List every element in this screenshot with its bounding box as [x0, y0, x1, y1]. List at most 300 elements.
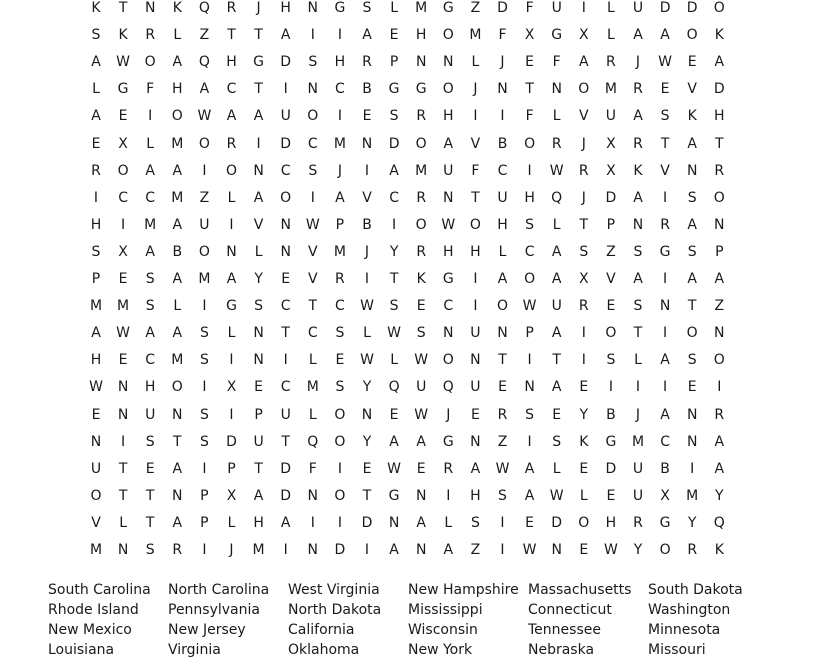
grid-letter: W: [387, 325, 402, 342]
grid-letter: T: [118, 0, 128, 16]
word-list-item: New Hampshire: [408, 582, 519, 598]
grid-letter: B: [497, 135, 508, 152]
grid-letter: A: [253, 189, 264, 206]
grid-letter: O: [713, 0, 725, 16]
grid-letter: T: [254, 460, 263, 477]
grid-letter: A: [497, 271, 508, 287]
word-list-item: New Mexico: [48, 622, 132, 638]
grid-letter: N: [280, 243, 291, 260]
grid-letter: A: [226, 108, 237, 125]
grid-letter: A: [687, 271, 697, 287]
grid-letter: N: [443, 325, 454, 342]
grid-letter: R: [145, 27, 156, 44]
grid-letter: R: [172, 542, 183, 558]
grid-letter: N: [551, 542, 562, 558]
grid-letter: I: [500, 514, 505, 531]
grid-letter: D: [361, 514, 373, 531]
grid-letter: S: [199, 352, 209, 369]
grid-letter: H: [497, 216, 508, 233]
grid-letter: I: [364, 271, 370, 287]
grid-letter: S: [199, 433, 209, 450]
grid-letter: W: [441, 216, 456, 233]
grid-letter: S: [498, 487, 507, 504]
grid-letter: N: [172, 406, 183, 423]
grid-letter: V: [687, 81, 697, 98]
grid-letter: W: [197, 108, 212, 125]
grid-letter: L: [254, 243, 263, 260]
grid-letter: N: [524, 379, 535, 396]
grid-letter: W: [116, 325, 131, 342]
grid-letter: O: [524, 271, 536, 287]
grid-letter: J: [581, 135, 586, 152]
grid-letter: U: [253, 433, 264, 450]
grid-letter: Q: [551, 189, 563, 206]
word-list-item: Virginia: [168, 642, 221, 658]
grid-letter: O: [225, 162, 238, 179]
grid-letter: R: [578, 298, 589, 315]
grid-letter: B: [362, 216, 372, 233]
grid-letter: N: [117, 542, 129, 558]
grid-letter: S: [389, 108, 399, 125]
word-list-item: New Jersey: [168, 622, 246, 638]
grid-letter: A: [633, 27, 643, 44]
grid-letter: U: [470, 325, 481, 342]
grid-letter: G: [442, 0, 454, 16]
grid-letter: G: [388, 81, 400, 98]
grid-letter: U: [632, 487, 644, 504]
grid-letter: Q: [442, 379, 454, 396]
grid-letter: O: [686, 27, 698, 44]
word-list-item: Washington: [648, 602, 731, 618]
grid-letter: N: [443, 54, 454, 71]
grid-letter: G: [253, 54, 265, 71]
grid-letter: N: [470, 352, 481, 369]
grid-letter: V: [308, 271, 318, 287]
grid-letter: H: [415, 27, 427, 44]
grid-letter: N: [714, 216, 725, 233]
grid-letter: T: [687, 298, 697, 315]
grid-letter: N: [632, 216, 644, 233]
grid-letter: N: [686, 162, 698, 179]
grid-letter: A: [660, 27, 670, 44]
word-list-item: Nebraska: [528, 642, 595, 658]
grid-letter: M: [144, 216, 157, 233]
grid-letter: T: [173, 433, 182, 450]
grid-letter: A: [714, 271, 725, 287]
grid-letter: M: [415, 0, 428, 16]
grid-letter: I: [229, 216, 234, 233]
grid-letter: E: [254, 379, 264, 396]
grid-letter: L: [552, 108, 561, 125]
grid-letter: N: [307, 81, 319, 98]
grid-letter: M: [306, 379, 319, 396]
grid-letter: O: [524, 135, 536, 152]
grid-letter: A: [389, 542, 399, 558]
grid-letter: P: [606, 216, 616, 233]
grid-letter: F: [498, 27, 507, 44]
grid-letter: A: [172, 271, 183, 287]
grid-letter: D: [388, 135, 400, 152]
grid-letter: C: [307, 325, 318, 342]
grid-letter: X: [579, 27, 589, 44]
grid-letter: N: [253, 325, 264, 342]
grid-letter: F: [471, 162, 480, 179]
grid-letter: Z: [497, 433, 508, 450]
grid-letter: O: [334, 433, 346, 450]
grid-letter: P: [200, 487, 209, 504]
grid-letter: A: [280, 27, 291, 44]
grid-letter: V: [253, 216, 264, 233]
grid-letter: X: [606, 162, 616, 179]
grid-letter: K: [714, 542, 724, 558]
grid-letter: A: [416, 514, 426, 531]
grid-letter: N: [686, 433, 698, 450]
grid-letter: U: [551, 298, 562, 315]
grid-letter: L: [634, 352, 642, 369]
grid-letter: H: [443, 243, 454, 260]
word-list-item: Connecticut: [528, 602, 612, 618]
grid-letter: B: [172, 243, 183, 260]
grid-letter: R: [335, 271, 345, 287]
grid-letter: U: [605, 108, 617, 125]
grid-letter: V: [91, 514, 101, 531]
grid-letter: A: [470, 460, 481, 477]
grid-letter: T: [471, 189, 480, 206]
grid-letter: W: [522, 542, 537, 558]
grid-letter: M: [333, 135, 346, 152]
grid-letter: E: [335, 352, 345, 369]
grid-letter: N: [307, 542, 319, 558]
grid-letter: C: [524, 243, 535, 260]
grid-letter: D: [659, 0, 671, 16]
grid-letter: I: [93, 189, 99, 206]
grid-letter: N: [470, 433, 481, 450]
grid-letter: I: [202, 162, 207, 179]
grid-letter: L: [471, 54, 480, 71]
grid-letter: D: [686, 0, 698, 16]
grid-letter: Z: [470, 542, 481, 558]
grid-letter: J: [635, 406, 641, 423]
grid-letter: R: [416, 243, 427, 260]
grid-letter: W: [549, 487, 564, 504]
grid-letter: I: [500, 108, 505, 125]
grid-letter: H: [714, 108, 725, 125]
grid-letter: M: [604, 81, 617, 98]
grid-letter: O: [144, 54, 156, 71]
grid-letter: B: [362, 81, 372, 98]
grid-letter: T: [145, 514, 155, 531]
grid-letter: N: [144, 0, 156, 16]
grid-letter: S: [91, 243, 101, 260]
grid-letter: E: [362, 460, 372, 477]
grid-letter: G: [605, 433, 617, 450]
grid-letter: O: [334, 406, 346, 423]
grid-letter: L: [146, 135, 155, 152]
grid-letter: T: [498, 352, 507, 369]
grid-letter: E: [579, 460, 589, 477]
grid-letter: I: [310, 189, 315, 206]
word-list: [0, 580, 816, 660]
grid-letter: D: [280, 54, 292, 71]
grid-letter: I: [581, 352, 586, 369]
grid-letter: S: [687, 189, 697, 206]
grid-letter: G: [659, 243, 671, 260]
grid-letter: N: [551, 81, 562, 98]
grid-letter: E: [281, 271, 291, 287]
grid-letter: C: [335, 81, 345, 98]
grid-letter: I: [527, 352, 532, 369]
grid-letter: U: [443, 162, 454, 179]
word-list-item: Pennsylvania: [168, 602, 260, 618]
grid-letter: Z: [470, 0, 481, 16]
grid-letter: S: [362, 0, 372, 16]
grid-letter: S: [687, 352, 697, 369]
grid-letter: N: [714, 325, 725, 342]
grid-letter: T: [579, 216, 589, 233]
grid-letter: S: [145, 298, 155, 315]
grid-letter: U: [551, 0, 562, 16]
grid-letter: G: [442, 271, 454, 287]
grid-letter: A: [91, 108, 101, 125]
grid-letter: S: [633, 243, 643, 260]
grid-letter: A: [443, 542, 454, 558]
grid-letter: G: [334, 0, 346, 16]
grid-letter: J: [500, 54, 505, 71]
grid-letter: A: [443, 135, 454, 152]
grid-letter: R: [443, 460, 454, 477]
grid-letter: I: [717, 379, 722, 396]
word-list-item: Louisiana: [48, 642, 115, 658]
grid-letter: I: [663, 379, 668, 396]
grid-letter: F: [525, 0, 534, 16]
grid-letter: P: [335, 216, 345, 233]
grid-letter: C: [280, 379, 291, 396]
grid-letter: I: [202, 542, 207, 558]
grid-letter: Y: [362, 379, 372, 396]
grid-letter: L: [227, 514, 236, 531]
grid-letter: H: [226, 54, 237, 71]
grid-letter: M: [333, 243, 346, 260]
grid-letter: T: [254, 27, 263, 44]
grid-letter: Y: [579, 406, 589, 423]
grid-letter: E: [118, 271, 128, 287]
grid-letter: I: [202, 379, 207, 396]
grid-letter: A: [551, 271, 562, 287]
grid-letter: I: [337, 108, 342, 125]
grid-letter: V: [362, 189, 372, 206]
grid-letter: X: [660, 487, 670, 504]
grid-letter: Y: [633, 542, 643, 558]
grid-letter: X: [606, 135, 616, 152]
grid-letter: H: [280, 0, 291, 16]
grid-letter: E: [416, 460, 426, 477]
grid-letter: M: [252, 542, 265, 558]
grid-letter: G: [415, 81, 427, 98]
grid-letter: A: [172, 460, 183, 477]
grid-letter: Z: [199, 189, 210, 206]
grid-letter: A: [172, 216, 183, 233]
grid-letter: J: [256, 0, 261, 16]
grid-letter: T: [281, 325, 290, 342]
grid-letter: S: [416, 325, 426, 342]
grid-letter: K: [687, 108, 697, 125]
grid-letter: R: [91, 162, 101, 179]
grid-letter: L: [119, 514, 127, 531]
grid-letter: L: [552, 460, 561, 477]
grid-letter: J: [364, 243, 370, 260]
grid-letter: E: [606, 487, 616, 504]
grid-letter: H: [605, 514, 617, 531]
grid-letter: A: [226, 271, 237, 287]
grid-letter: L: [173, 298, 182, 315]
grid-letter: T: [281, 433, 290, 450]
grid-letter: K: [118, 27, 128, 44]
grid-letter: S: [633, 298, 643, 315]
grid-letter: L: [390, 352, 398, 369]
grid-letter: M: [198, 271, 211, 287]
grid-letter: L: [92, 81, 100, 98]
grid-letter: E: [362, 108, 372, 125]
grid-letter: I: [229, 352, 234, 369]
grid-letter: M: [686, 487, 699, 504]
grid-letter: C: [280, 162, 291, 179]
grid-letter: A: [172, 162, 183, 179]
grid-letter: U: [632, 0, 644, 16]
grid-letter: S: [525, 406, 535, 423]
grid-letter: L: [498, 243, 507, 260]
grid-letter: U: [90, 460, 102, 477]
grid-letter: C: [145, 352, 156, 369]
grid-letter: T: [552, 352, 561, 369]
grid-letter: L: [308, 406, 317, 423]
grid-letter: X: [226, 379, 237, 396]
grid-letter: R: [551, 135, 562, 152]
grid-letter: Y: [254, 271, 263, 287]
grid-letter: V: [660, 162, 670, 179]
grid-letter: E: [145, 460, 155, 477]
grid-letter: U: [199, 216, 210, 233]
grid-letter: R: [362, 54, 372, 71]
grid-letter: Q: [198, 0, 210, 16]
grid-letter: M: [631, 433, 645, 450]
grid-letter: Z: [606, 243, 616, 260]
grid-letter: I: [310, 514, 315, 531]
grid-letter: Y: [715, 487, 724, 504]
grid-letter: G: [117, 81, 129, 98]
grid-letter: I: [202, 298, 207, 315]
grid-letter: H: [90, 216, 102, 233]
grid-letter: P: [200, 514, 209, 531]
grid-letter: N: [443, 189, 454, 206]
grid-letter: N: [415, 487, 427, 504]
grid-letter: S: [525, 216, 535, 233]
grid-letter: P: [254, 406, 263, 423]
grid-letter: A: [335, 189, 345, 206]
grid-letter: A: [145, 162, 155, 179]
grid-letter: N: [90, 433, 102, 450]
word-list-item: Rhode Island: [48, 602, 139, 618]
grid-letter: E: [389, 27, 399, 44]
grid-letter: D: [280, 460, 292, 477]
grid-letter: J: [229, 542, 234, 558]
word-list-item: West Virginia: [288, 582, 380, 598]
grid-letter: W: [414, 352, 429, 369]
grid-letter: Q: [388, 379, 400, 396]
grid-letter: A: [416, 433, 426, 450]
grid-letter: R: [633, 514, 643, 531]
grid-letter: G: [442, 433, 454, 450]
grid-letter: S: [145, 271, 155, 287]
grid-letter: R: [226, 135, 237, 152]
grid-letter: P: [227, 460, 236, 477]
grid-letter: M: [171, 189, 184, 206]
grid-letter: A: [660, 406, 670, 423]
grid-letter: J: [446, 406, 451, 423]
grid-letter: Z: [714, 298, 725, 315]
grid-letter: A: [253, 108, 264, 125]
grid-letter: W: [522, 298, 537, 315]
word-list-item: California: [288, 622, 355, 638]
grid-letter: O: [307, 108, 319, 125]
grid-letter: N: [253, 352, 264, 369]
grid-letter: I: [364, 162, 370, 179]
grid-letter: R: [497, 406, 508, 423]
word-list-item: Mississippi: [408, 602, 483, 618]
grid-letter: I: [608, 379, 613, 396]
grid-letter: T: [308, 298, 318, 315]
grid-letter: A: [714, 54, 725, 71]
grid-letter: U: [280, 108, 291, 125]
grid-letter: I: [446, 487, 451, 504]
grid-letter: I: [392, 216, 397, 233]
grid-letter: H: [470, 487, 481, 504]
grid-letter: I: [121, 216, 126, 233]
grid-letter: D: [551, 514, 563, 531]
grid-letter: O: [605, 325, 617, 342]
word-list-item: South Carolina: [48, 582, 151, 598]
grid-letter: A: [579, 54, 589, 71]
grid-letter: H: [172, 81, 183, 98]
grid-letter: R: [714, 406, 725, 423]
grid-letter: R: [416, 189, 427, 206]
grid-letter: I: [283, 81, 288, 98]
grid-letter: I: [283, 542, 288, 558]
grid-letter: N: [253, 162, 264, 179]
grid-letter: C: [118, 189, 128, 206]
grid-letter: E: [687, 379, 697, 396]
grid-letter: W: [387, 460, 402, 477]
grid-letter: N: [117, 379, 129, 396]
grid-letter: D: [280, 487, 292, 504]
grid-letter: O: [280, 189, 292, 206]
grid-letter: S: [199, 325, 209, 342]
grid-letter: L: [390, 0, 398, 16]
grid-letter: N: [415, 542, 427, 558]
grid-letter: I: [364, 542, 370, 558]
grid-letter: F: [552, 54, 561, 71]
grid-letter: H: [443, 108, 454, 125]
grid-letter: I: [337, 460, 342, 477]
grid-letter: A: [145, 325, 155, 342]
grid-letter: O: [686, 325, 698, 342]
grid-letter: U: [145, 406, 156, 423]
grid-letter: H: [90, 352, 102, 369]
grid-letter: X: [226, 487, 237, 504]
grid-letter: X: [579, 271, 589, 287]
grid-letter: A: [91, 54, 101, 71]
grid-letter: E: [660, 81, 670, 98]
grid-letter: M: [469, 27, 482, 44]
